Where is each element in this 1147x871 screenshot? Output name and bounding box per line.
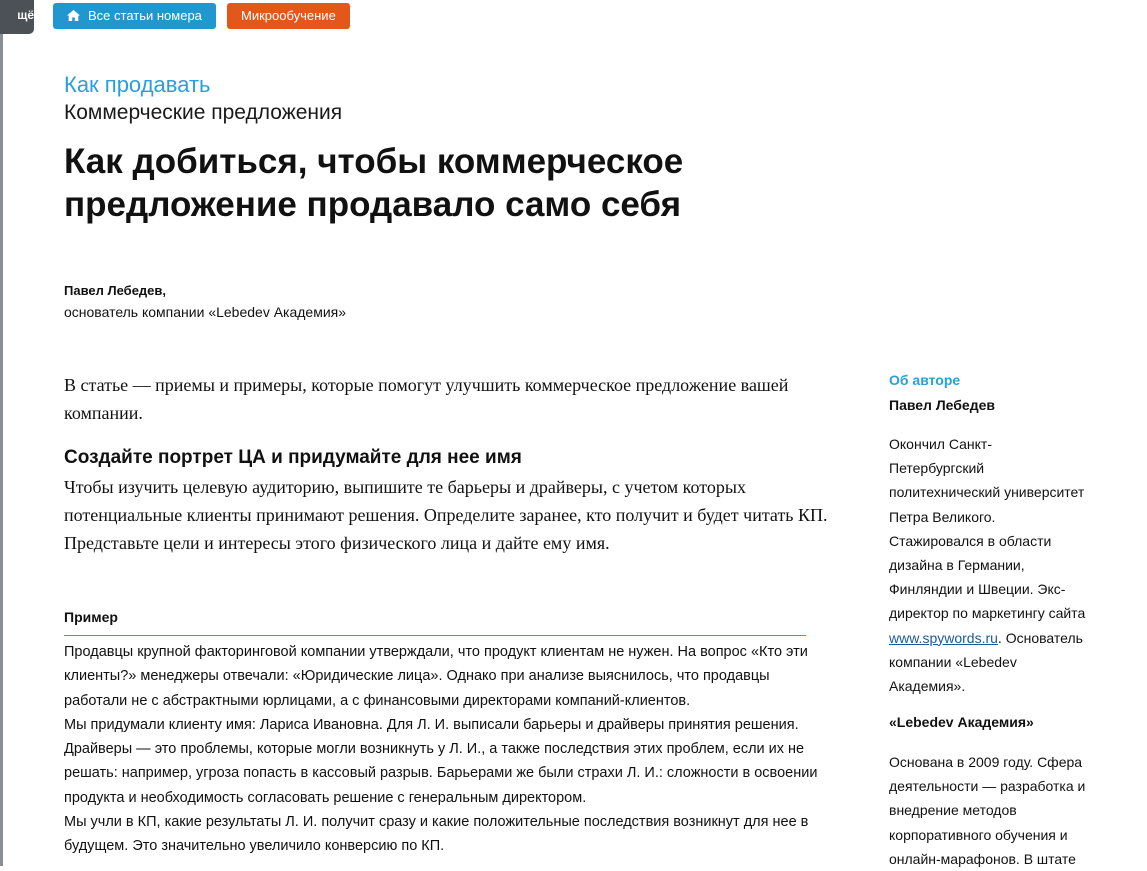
spywords-link[interactable]: www.spywords.ru xyxy=(889,629,998,646)
sidebar-author-name: Павел Лебедев xyxy=(889,397,995,413)
author-name: Павел Лебедев, xyxy=(64,283,167,298)
example-paragraph: Продавцы крупной факторинговой компании утверждали, что продукт клиентам не нужен. На вопрос «Кто эти клиенты?» менеджеры отвечали: «Юридические лица». Однако при анализе выяснилось, что продавцы работали не с абстрактными юрлицами, а с финансовыми директорами компаний-клиентов. xyxy=(64,644,808,709)
home-icon xyxy=(67,4,80,30)
article-title: Как добиться, чтобы коммерческое предложение продавало само себя xyxy=(64,142,684,224)
example-paragraph: Мы учли в КП, какие результаты Л. И. получит сразу и какие положительные последствия возникнут для нее в будущем. Это значительно увеличило конверсию по КП. xyxy=(64,814,809,855)
section-heading: Создайте портрет ЦА и придумайте для нее имя xyxy=(64,447,522,468)
sidebar-heading: Об авторе xyxy=(889,372,961,388)
microlearning-label: Микрообучение xyxy=(241,8,336,23)
microlearning-button[interactable] xyxy=(227,3,350,29)
sidebar-company-name: «Lebedev Академия» xyxy=(889,714,1034,730)
all-articles-label: Все статьи номера xyxy=(88,8,202,23)
section-body: Чтобы изучить целевую аудиторию, выпишите те барьеры и драйверы, с учетом которых потенциальные клиенты принимают решения. Определите заранее, кто получит и будет читать КП. Представьте цели и интересы этого физического лица и дайте ему имя. xyxy=(64,477,828,553)
sidebar-author-bio xyxy=(889,432,1087,698)
sidebar-company-text: Основана в 2009 году. Сфера деятельности — разработка и внедрение методов корпоративного обучения и онлайн-марафонов. В штате xyxy=(889,754,1086,867)
example-paragraph: Мы придумали клиенту имя: Лариса Ивановна. Для Л. И. выписали барьеры и драйверы принятия решения. Драйверы — это проблемы, которые могли возникнуть у Л. И., а также последствия этих проблем, если их не решать: например, угроза попасть в кассовый разрыв. Барьерами же были страхи Л. И.: сложности в освоении продукта и необходимость согласовать решение с генеральным директором. xyxy=(64,716,818,806)
all-articles-button[interactable] xyxy=(53,3,216,29)
bio-text-end: . Основатель компании «Lebedev Академия». xyxy=(889,629,1083,695)
side-panel-edge xyxy=(0,34,3,866)
example-label: Пример xyxy=(64,609,118,625)
example-divider xyxy=(64,635,806,636)
bio-text: Окончил Санкт-Петербургский политехнический университет Петра Великого. Стажировался в области дизайна в Германии, Финляндии и Швеции. Экс-директор по маркетингу сайта xyxy=(889,436,1086,622)
example-body xyxy=(64,640,834,859)
side-panel-tab[interactable]: щё xyxy=(0,0,34,34)
author-role: основатель компании «Lebedev Академия» xyxy=(64,304,347,320)
article-rubric[interactable]: Как продавать xyxy=(64,72,211,97)
article-lead: В статье — приемы и примеры, которые помогут улучшить коммерческое предложение вашей компании. xyxy=(64,375,789,423)
article-subrubric: Коммерческие предложения xyxy=(64,101,343,124)
